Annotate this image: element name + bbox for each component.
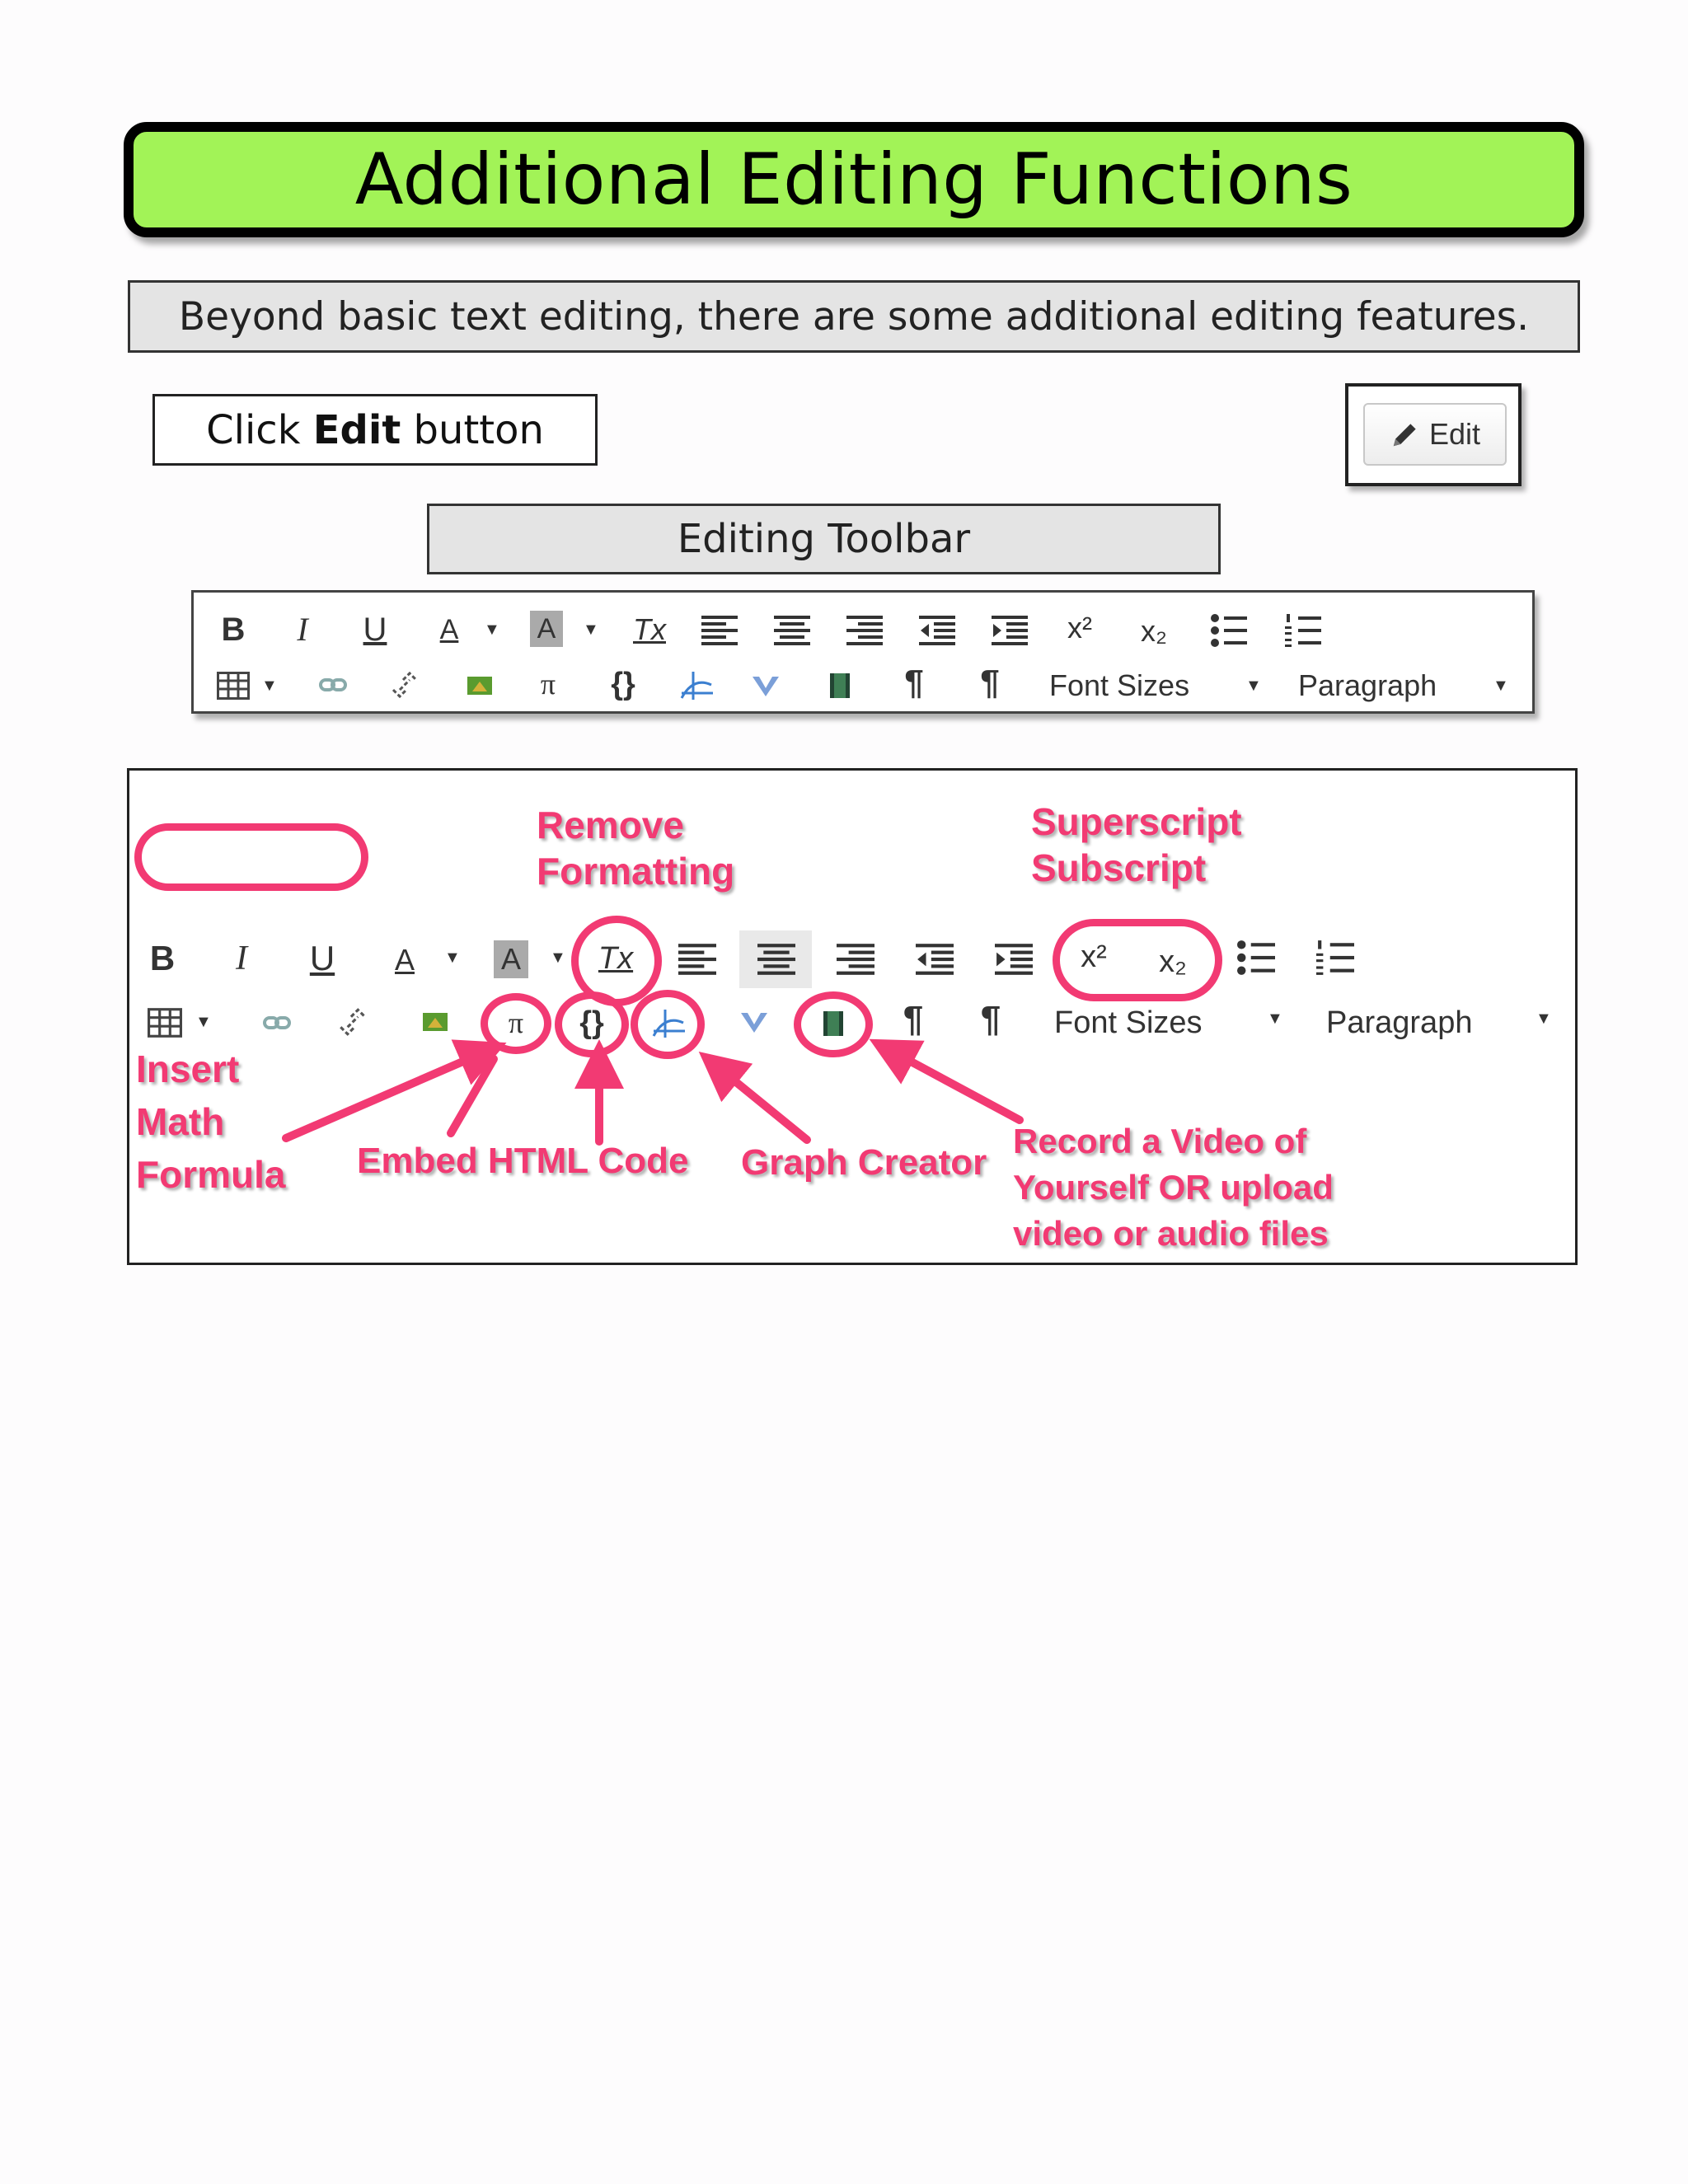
lti-tool-icon[interactable] <box>751 675 781 698</box>
page-title: Additional Editing Functions <box>354 138 1353 221</box>
underline-button[interactable]: U <box>363 612 387 648</box>
link-icon[interactable] <box>319 678 347 691</box>
instruction-bold: Edit <box>312 406 401 453</box>
remove-formatting-button[interactable]: Tx <box>598 941 634 976</box>
table-caret-icon[interactable]: ▼ <box>195 1013 212 1031</box>
subscript-button[interactable]: x₂ <box>1159 944 1187 979</box>
paragraph-select[interactable]: Paragraph <box>1298 668 1437 702</box>
ltr-button[interactable]: ¶ <box>904 663 924 701</box>
numbered-list-icon[interactable] <box>1285 614 1321 647</box>
html-embed-button[interactable]: {} <box>579 1005 604 1040</box>
intro-text: Beyond basic text editing, there are some additional editing features. <box>128 280 1580 353</box>
background-color-caret-icon[interactable]: ▼ <box>550 949 566 967</box>
font-sizes-caret-icon[interactable]: ▼ <box>1245 677 1262 695</box>
graph-icon[interactable] <box>678 668 715 701</box>
instruction-after: button <box>401 406 544 453</box>
font-sizes-select[interactable]: Font Sizes <box>1054 1005 1203 1040</box>
instruction-before: Click <box>206 406 313 453</box>
edit-button-label: Edit <box>1428 417 1481 451</box>
annotation-arrows <box>129 771 1580 1268</box>
outdent-icon[interactable] <box>919 616 955 645</box>
annotation-remove-formatting: Remove Formatting <box>537 804 735 893</box>
media-icon[interactable] <box>828 672 851 700</box>
rtl-button[interactable]: ¶ <box>980 999 1001 1039</box>
unlink-icon[interactable] <box>388 668 421 701</box>
click-edit-instruction <box>152 394 598 466</box>
annotation-embed-html: Embed HTML Code <box>357 1141 689 1181</box>
font-color-button[interactable]: A <box>394 943 415 977</box>
table-caret-icon[interactable]: ▼ <box>261 677 278 695</box>
remove-formatting-button[interactable]: Tx <box>633 612 666 646</box>
paragraph-caret-icon[interactable]: ▼ <box>1493 677 1509 695</box>
html-embed-button[interactable]: {} <box>611 667 635 701</box>
indent-icon[interactable] <box>992 616 1028 645</box>
editing-toolbar <box>191 590 1535 714</box>
arrow-math-2 <box>451 1059 494 1133</box>
superscript-button[interactable]: x² <box>1067 611 1092 644</box>
bullet-list-icon[interactable] <box>1211 614 1247 647</box>
font-color-caret-icon[interactable]: ▼ <box>484 621 500 639</box>
align-center-icon[interactable] <box>774 616 810 645</box>
align-right-icon[interactable] <box>846 616 883 645</box>
annotation-record-video: Record a Video of Yourself OR upload video or audio files <box>1013 1122 1334 1253</box>
annotation-superscript-subscript: Superscript Subscript <box>1031 800 1242 889</box>
subscript-button[interactable]: x₂ <box>1141 614 1167 648</box>
font-color-caret-icon[interactable]: ▼ <box>444 949 461 967</box>
annotated-toolbar-screenshot <box>127 768 1578 1265</box>
image-icon[interactable] <box>466 672 494 698</box>
font-sizes-select[interactable]: Font Sizes <box>1049 668 1190 702</box>
annotation-graph-creator: Graph Creator <box>741 1142 987 1183</box>
font-color-button[interactable]: A <box>439 614 459 645</box>
superscript-button[interactable]: x² <box>1081 940 1107 974</box>
italic-button[interactable]: I <box>297 611 308 648</box>
pencil-icon <box>1390 419 1421 450</box>
ltr-button[interactable]: ¶ <box>903 999 924 1039</box>
font-sizes-caret-icon[interactable]: ▼ <box>1267 1010 1283 1028</box>
annotation-insert-math: Insert Math Formula <box>136 1047 286 1196</box>
arrow-media <box>891 1051 1020 1120</box>
edit-button-screenshot <box>1345 383 1522 486</box>
underline-button[interactable]: U <box>309 939 335 977</box>
rtl-button[interactable]: ¶ <box>980 663 1000 701</box>
align-left-icon[interactable] <box>701 616 738 645</box>
paragraph-select[interactable]: Paragraph <box>1326 1005 1473 1040</box>
math-button[interactable]: π <box>508 1006 524 1039</box>
background-color-button[interactable]: A <box>494 940 528 978</box>
bold-button[interactable]: B <box>221 612 246 648</box>
background-color-button[interactable]: A <box>530 611 563 647</box>
edit-button[interactable] <box>1363 403 1507 466</box>
italic-button[interactable]: I <box>236 940 247 977</box>
editing-toolbar-label: Editing Toolbar <box>427 504 1221 574</box>
math-button[interactable]: π <box>540 668 556 701</box>
title-banner <box>124 122 1584 237</box>
table-icon[interactable] <box>217 672 250 700</box>
background-color-caret-icon[interactable]: ▼ <box>583 621 599 639</box>
paragraph-caret-icon[interactable]: ▼ <box>1536 1010 1552 1028</box>
arrow-graph <box>718 1067 807 1140</box>
bold-button[interactable]: B <box>149 939 176 977</box>
